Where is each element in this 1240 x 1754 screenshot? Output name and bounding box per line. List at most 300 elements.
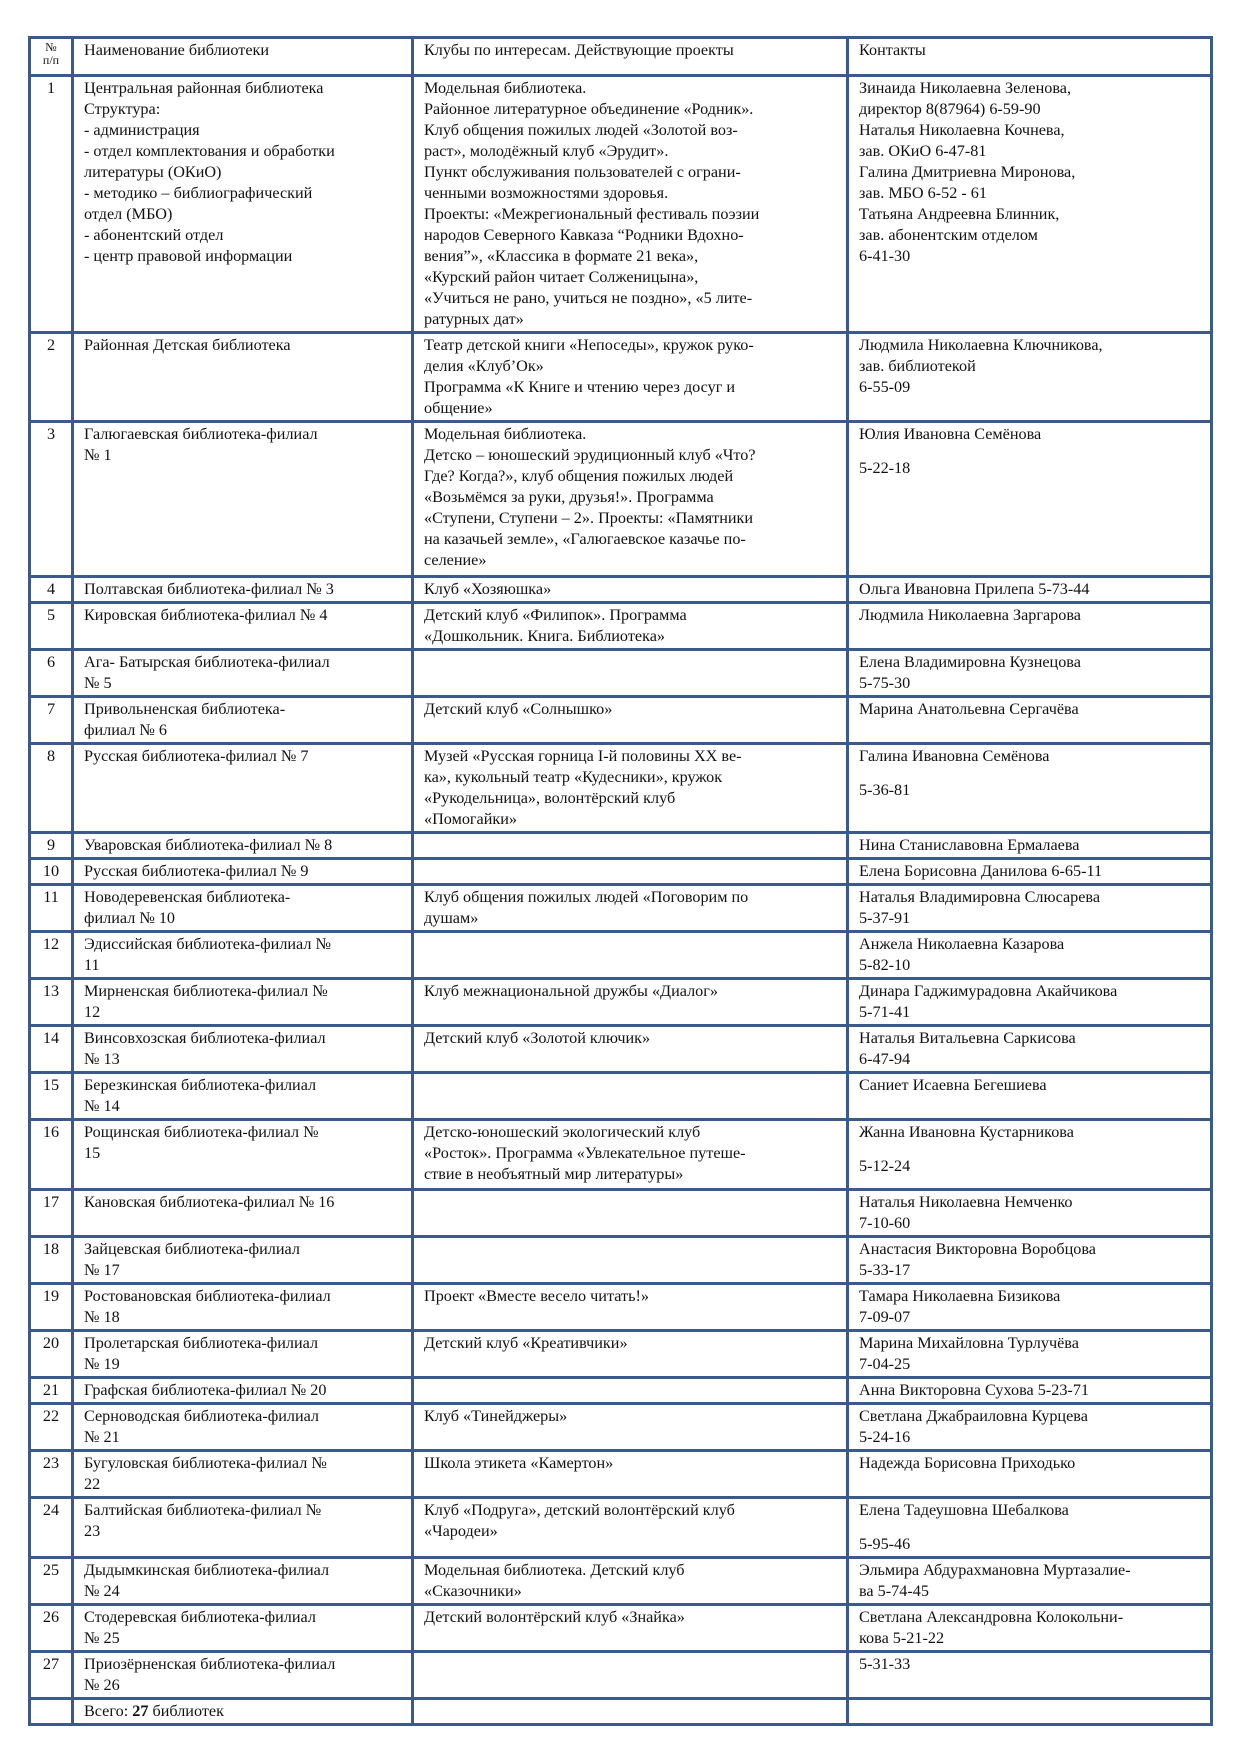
contacts-cell bbox=[848, 697, 1212, 744]
contacts-line: ва 5-74-45 bbox=[859, 1582, 929, 1600]
library-name-cell bbox=[73, 744, 413, 833]
contacts-line: Саниет Исаевна Бегешиева bbox=[859, 1076, 1047, 1094]
library-name-line: № 26 bbox=[84, 1676, 120, 1694]
contacts-cell bbox=[848, 422, 1212, 577]
row-number: 27 bbox=[30, 1652, 73, 1699]
table-row bbox=[30, 1331, 1212, 1378]
row-number: 13 bbox=[30, 979, 73, 1026]
contacts-line: 5-82-10 bbox=[859, 956, 911, 974]
table-row bbox=[30, 1284, 1212, 1331]
header-contacts: Контакты bbox=[848, 38, 1212, 76]
contacts-line: Светлана Александровна Колокольни- bbox=[859, 1608, 1124, 1626]
library-name-cell bbox=[73, 1073, 413, 1120]
library-name-line: Ага- Батырская библиотека-филиал bbox=[84, 653, 330, 671]
row-number: 19 bbox=[30, 1284, 73, 1331]
library-name-line: № 13 bbox=[84, 1050, 120, 1068]
library-name-cell bbox=[73, 1451, 413, 1498]
library-name-line: Балтийская библиотека-филиал № bbox=[84, 1501, 322, 1519]
library-name-cell bbox=[73, 859, 413, 885]
library-name-cell bbox=[73, 1378, 413, 1404]
clubs-line: селение» bbox=[424, 551, 487, 569]
table-row bbox=[30, 932, 1212, 979]
contacts-cell bbox=[848, 603, 1212, 650]
library-name-cell bbox=[73, 603, 413, 650]
clubs-line: Клуб межнациональной дружбы «Диалог» bbox=[424, 982, 718, 1000]
clubs-line: ка», кукольный театр «Кудесники», кружок bbox=[424, 768, 723, 786]
contacts-cell bbox=[848, 885, 1212, 932]
contacts-line: Эльмира Абдурахмановна Муртазалие- bbox=[859, 1561, 1131, 1579]
row-number: 6 bbox=[30, 650, 73, 697]
library-name-line: Привольненская библиотека- bbox=[84, 700, 286, 718]
table-row bbox=[30, 1378, 1212, 1404]
row-number: 24 bbox=[30, 1498, 73, 1558]
clubs-line: «Ступени, Ступени – 2». Проекты: «Памятники bbox=[424, 509, 754, 527]
contacts-cell bbox=[848, 1073, 1212, 1120]
clubs-cell bbox=[413, 1558, 848, 1605]
library-name-cell bbox=[73, 1498, 413, 1558]
table-row bbox=[30, 1498, 1212, 1558]
library-name-line: отдел (МБО) bbox=[84, 205, 173, 223]
table-row bbox=[30, 1190, 1212, 1237]
clubs-cell bbox=[413, 1026, 848, 1073]
library-name-line: Бугуловская библиотека-филиал № bbox=[84, 1454, 327, 1472]
library-name-cell bbox=[73, 1558, 413, 1605]
library-name-line: Стодеревская библиотека-филиал bbox=[84, 1608, 316, 1626]
table-row bbox=[30, 859, 1212, 885]
table-row bbox=[30, 1026, 1212, 1073]
clubs-line: Детский клуб «Золотой ключик» bbox=[424, 1029, 651, 1047]
library-name-line: Эдиссийская библиотека-филиал № bbox=[84, 935, 331, 953]
clubs-cell bbox=[413, 744, 848, 833]
libraries-table bbox=[28, 36, 1213, 1726]
total-label: Всего: bbox=[84, 1702, 133, 1720]
library-name-cell bbox=[73, 1605, 413, 1652]
contacts-cell bbox=[848, 1652, 1212, 1699]
line-spacer bbox=[859, 445, 1200, 458]
clubs-cell bbox=[413, 1190, 848, 1237]
library-name-line: Винсовхозская библиотека-филиал bbox=[84, 1029, 326, 1047]
line-spacer bbox=[859, 767, 1200, 780]
contacts-line: 5-22-18 bbox=[859, 459, 911, 477]
clubs-line: Проект «Вместе весело читать!» bbox=[424, 1287, 649, 1305]
table-row bbox=[30, 1073, 1212, 1120]
contacts-line: Наталья Витальевна Саркисова bbox=[859, 1029, 1076, 1047]
library-name-line: Пролетарская библиотека-филиал bbox=[84, 1334, 319, 1352]
contacts-line: Нина Станиславовна Ермалаева bbox=[859, 836, 1080, 854]
row-number: 5 bbox=[30, 603, 73, 650]
library-name-line: № 24 bbox=[84, 1582, 120, 1600]
contacts-cell bbox=[848, 859, 1212, 885]
library-name-cell bbox=[73, 1284, 413, 1331]
library-name-line: Зайцевская библиотека-филиал bbox=[84, 1240, 300, 1258]
contacts-line: 5-95-46 bbox=[859, 1535, 911, 1553]
library-name-line: 12 bbox=[84, 1003, 101, 1021]
clubs-cell bbox=[413, 333, 848, 422]
contacts-line: Надежда Борисовна Приходько bbox=[859, 1454, 1076, 1472]
contacts-line: Юлия Ивановна Семёнова bbox=[859, 425, 1042, 443]
total-contacts-cell bbox=[848, 1699, 1212, 1725]
clubs-line: Школа этикета «Камертон» bbox=[424, 1454, 614, 1472]
clubs-cell bbox=[413, 1652, 848, 1699]
contacts-line: зав. ОКиО 6-47-81 bbox=[859, 142, 987, 160]
contacts-cell bbox=[848, 833, 1212, 859]
contacts-line: 7-04-25 bbox=[859, 1355, 911, 1373]
library-name-line: 11 bbox=[84, 956, 100, 974]
clubs-cell bbox=[413, 76, 848, 333]
header-number-abbr: п/п bbox=[42, 53, 60, 67]
row-number: 21 bbox=[30, 1378, 73, 1404]
clubs-cell bbox=[413, 1284, 848, 1331]
contacts-line: 5-24-16 bbox=[859, 1428, 911, 1446]
clubs-line: «Учиться не рано, учиться не поздно», «5 лите- bbox=[424, 289, 753, 307]
library-name-line: 22 bbox=[84, 1475, 101, 1493]
clubs-line: ченными возможностями здоровья. bbox=[424, 184, 669, 202]
contacts-line: Анастасия Викторовна Воробцова bbox=[859, 1240, 1096, 1258]
contacts-cell bbox=[848, 1120, 1212, 1190]
library-name-cell bbox=[73, 979, 413, 1026]
contacts-line: 5-71-41 bbox=[859, 1003, 911, 1021]
row-number: 7 bbox=[30, 697, 73, 744]
row-number: 4 bbox=[30, 577, 73, 603]
library-name-line: Дыдымкинская библиотека-филиал bbox=[84, 1561, 330, 1579]
clubs-line: Программа «К Книге и чтению через досуг и bbox=[424, 378, 736, 396]
contacts-line: Марина Анатольевна Сергачёва bbox=[859, 700, 1079, 718]
clubs-cell bbox=[413, 422, 848, 577]
row-number: 23 bbox=[30, 1451, 73, 1498]
clubs-cell bbox=[413, 1605, 848, 1652]
contacts-cell bbox=[848, 1451, 1212, 1498]
clubs-line: Где? Когда?», клуб общения пожилых людей bbox=[424, 467, 734, 485]
table-row bbox=[30, 422, 1212, 577]
library-name-line: № 25 bbox=[84, 1629, 120, 1647]
clubs-line: Клуб общения пожилых людей «Поговорим по bbox=[424, 888, 749, 906]
clubs-line: Модельная библиотека. Детский клуб bbox=[424, 1561, 685, 1579]
clubs-line: Детский клуб «Креативчики» bbox=[424, 1334, 628, 1352]
library-name-line: № 5 bbox=[84, 674, 112, 692]
library-name-cell bbox=[73, 833, 413, 859]
clubs-line: делия «Клуб’Ок» bbox=[424, 357, 544, 375]
library-name-line: № 17 bbox=[84, 1261, 120, 1279]
contacts-line: Галина Дмитриевна Миронова, bbox=[859, 163, 1076, 181]
contacts-cell bbox=[848, 1558, 1212, 1605]
library-name-cell bbox=[73, 1652, 413, 1699]
contacts-line: Татьяна Андреевна Блинник, bbox=[859, 205, 1060, 223]
library-name-cell bbox=[73, 650, 413, 697]
clubs-line: Театр детской книги «Непоседы», кружок руко- bbox=[424, 336, 754, 354]
row-number: 2 bbox=[30, 333, 73, 422]
total-clubs-cell bbox=[413, 1699, 848, 1725]
library-name-line: № 14 bbox=[84, 1097, 120, 1115]
contacts-line: Анжела Николаевна Казарова bbox=[859, 935, 1065, 953]
library-name-line: Ростовановская библиотека-филиал bbox=[84, 1287, 331, 1305]
table-row bbox=[30, 885, 1212, 932]
table-row bbox=[30, 333, 1212, 422]
clubs-cell bbox=[413, 932, 848, 979]
clubs-cell bbox=[413, 885, 848, 932]
clubs-line: общение» bbox=[424, 399, 493, 417]
clubs-line: Клуб «Подруга», детский волонтёрский клуб bbox=[424, 1501, 735, 1519]
library-name-cell bbox=[73, 1331, 413, 1378]
clubs-cell bbox=[413, 1451, 848, 1498]
clubs-cell bbox=[413, 859, 848, 885]
library-name-line: Кановская библиотека-филиал № 16 bbox=[84, 1193, 335, 1211]
library-name-cell bbox=[73, 1026, 413, 1073]
library-name-line: Новодеревенская библиотека- bbox=[84, 888, 291, 906]
contacts-cell bbox=[848, 1404, 1212, 1451]
clubs-line: «Помогайки» bbox=[424, 810, 518, 828]
row-number: 25 bbox=[30, 1558, 73, 1605]
header-number-symbol: № bbox=[45, 40, 57, 54]
contacts-line: Светлана Джабраиловна Курцева bbox=[859, 1407, 1088, 1425]
contacts-line: Жанна Ивановна Кустарникова bbox=[859, 1123, 1074, 1141]
clubs-cell bbox=[413, 697, 848, 744]
contacts-cell bbox=[848, 333, 1212, 422]
contacts-line: 5-36-81 bbox=[859, 781, 911, 799]
library-name-line: Русская библиотека-филиал № 7 bbox=[84, 747, 309, 765]
contacts-line: 5-75-30 bbox=[859, 674, 911, 692]
contacts-line: 5-31-33 bbox=[859, 1655, 911, 1673]
library-name-line: - абонентский отдел bbox=[84, 226, 224, 244]
contacts-line: Марина Михайловна Турлучёва bbox=[859, 1334, 1079, 1352]
library-name-line: № 1 bbox=[84, 446, 112, 464]
contacts-line: Зинаида Николаевна Зеленова, bbox=[859, 79, 1071, 97]
contacts-cell bbox=[848, 1498, 1212, 1558]
row-number: 17 bbox=[30, 1190, 73, 1237]
library-name-cell bbox=[73, 76, 413, 333]
library-name-line: Структура: bbox=[84, 100, 161, 118]
clubs-line: Детский волонтёрский клуб «Знайка» bbox=[424, 1608, 685, 1626]
library-name-line: Рощинская библиотека-филиал № bbox=[84, 1123, 319, 1141]
total-number-cell bbox=[30, 1699, 73, 1725]
row-number: 18 bbox=[30, 1237, 73, 1284]
library-name-line: № 21 bbox=[84, 1428, 120, 1446]
clubs-line: Проекты: «Межрегиональный фестиваль поэзии bbox=[424, 205, 760, 223]
contacts-line: Динара Гаджимурадовна Акайчикова bbox=[859, 982, 1118, 1000]
contacts-line: Наталья Николаевна Немченко bbox=[859, 1193, 1073, 1211]
library-name-line: Центральная районная библиотека bbox=[84, 79, 324, 97]
clubs-line: народов Северного Кавказа “Родники Вдохно- bbox=[424, 226, 744, 244]
contacts-line: Людмила Николаевна Заргарова bbox=[859, 606, 1081, 624]
clubs-line: Детский клуб «Филипок». Программа bbox=[424, 606, 687, 624]
library-name-line: Русская библиотека-филиал № 9 bbox=[84, 862, 309, 880]
contacts-cell bbox=[848, 577, 1212, 603]
clubs-line: Районное литературное объединение «Родник». bbox=[424, 100, 754, 118]
row-number: 10 bbox=[30, 859, 73, 885]
total-suffix: библиотек bbox=[148, 1702, 224, 1720]
clubs-line: «Чародеи» bbox=[424, 1522, 498, 1540]
library-name-line: Березкинская библиотека-филиал bbox=[84, 1076, 317, 1094]
total-count: 27 bbox=[132, 1702, 149, 1720]
table-row bbox=[30, 744, 1212, 833]
clubs-cell bbox=[413, 603, 848, 650]
contacts-line: Людмила Николаевна Ключникова, bbox=[859, 336, 1103, 354]
clubs-line: Модельная библиотека. bbox=[424, 79, 587, 97]
clubs-cell bbox=[413, 1120, 848, 1190]
clubs-line: вения”», «Классика в формате 21 века», bbox=[424, 247, 699, 265]
clubs-line: Клуб общения пожилых людей «Золотой воз- bbox=[424, 121, 738, 139]
library-name-cell bbox=[73, 1237, 413, 1284]
contacts-line: зав. МБО 6-52 - 61 bbox=[859, 184, 987, 202]
library-name-line: Кировская библиотека-филиал № 4 bbox=[84, 606, 328, 624]
table-body bbox=[30, 76, 1212, 1725]
library-name-line: Серноводская библиотека-филиал bbox=[84, 1407, 320, 1425]
library-name-line: Полтавская библиотека-филиал № 3 bbox=[84, 580, 334, 598]
clubs-line: Музей «Русская горница I-й половины XX ве- bbox=[424, 747, 742, 765]
table-row bbox=[30, 650, 1212, 697]
clubs-line: Детско – юношеский эрудиционный клуб «Что? bbox=[424, 446, 756, 464]
clubs-cell bbox=[413, 1237, 848, 1284]
library-name-line: Приозёрненская библиотека-филиал bbox=[84, 1655, 336, 1673]
table-row bbox=[30, 1404, 1212, 1451]
library-name-line: 15 bbox=[84, 1144, 101, 1162]
total-cell bbox=[73, 1699, 413, 1725]
library-name-line: Мирненская библиотека-филиал № bbox=[84, 982, 328, 1000]
clubs-line: «Рукодельница», волонтёрский клуб bbox=[424, 789, 676, 807]
table-row bbox=[30, 833, 1212, 859]
table-row bbox=[30, 1605, 1212, 1652]
library-name-line: - администрация bbox=[84, 121, 200, 139]
table-row bbox=[30, 1237, 1212, 1284]
contacts-line: 7-09-07 bbox=[859, 1308, 911, 1326]
contacts-line: 5-12-24 bbox=[859, 1157, 911, 1175]
clubs-line: ствие в необъятный мир литературы» bbox=[424, 1165, 684, 1183]
clubs-line: Детско-юношеский экологический клуб bbox=[424, 1123, 701, 1141]
library-name-cell bbox=[73, 885, 413, 932]
table-row bbox=[30, 76, 1212, 333]
header-clubs: Клубы по интересам. Действующие проекты bbox=[413, 38, 848, 76]
row-number: 14 bbox=[30, 1026, 73, 1073]
library-name-line: филиал № 6 bbox=[84, 721, 167, 739]
contacts-line: Елена Тадеушовна Шебалкова bbox=[859, 1501, 1069, 1519]
clubs-line: «Росток». Программа «Увлекательное путеше- bbox=[424, 1144, 746, 1162]
library-name-line: № 19 bbox=[84, 1355, 120, 1373]
clubs-line: раст», молодёжный клуб «Эрудит». bbox=[424, 142, 669, 160]
contacts-line: 7-10-60 bbox=[859, 1214, 911, 1232]
clubs-line: Пункт обслуживания пользователей с ограни- bbox=[424, 163, 741, 181]
clubs-cell bbox=[413, 979, 848, 1026]
library-name-line: филиал № 10 bbox=[84, 909, 176, 927]
contacts-line: 6-55-09 bbox=[859, 378, 911, 396]
clubs-cell bbox=[413, 1378, 848, 1404]
library-name-line: - центр правовой информации bbox=[84, 247, 293, 265]
row-number: 22 bbox=[30, 1404, 73, 1451]
contacts-line: Наталья Николаевна Кочнева, bbox=[859, 121, 1065, 139]
header-library-name: Наименование библиотеки bbox=[73, 38, 413, 76]
library-name-cell bbox=[73, 422, 413, 577]
library-name-line: № 18 bbox=[84, 1308, 120, 1326]
clubs-line: душам» bbox=[424, 909, 479, 927]
total-row bbox=[30, 1699, 1212, 1725]
library-name-cell bbox=[73, 1120, 413, 1190]
contacts-line: Ольга Ивановна Прилепа 5-73-44 bbox=[859, 580, 1090, 598]
clubs-cell bbox=[413, 1498, 848, 1558]
table-row bbox=[30, 1451, 1212, 1498]
contacts-cell bbox=[848, 1331, 1212, 1378]
line-spacer bbox=[859, 1521, 1200, 1534]
contacts-cell bbox=[848, 1605, 1212, 1652]
contacts-cell bbox=[848, 1284, 1212, 1331]
table-header-row bbox=[30, 38, 1212, 76]
library-name-line: Уваровская библиотека-филиал № 8 bbox=[84, 836, 333, 854]
contacts-line: зав. библиотекой bbox=[859, 357, 976, 375]
contacts-line: Галина Ивановна Семёнова bbox=[859, 747, 1050, 765]
contacts-cell bbox=[848, 1026, 1212, 1073]
contacts-line: 6-41-30 bbox=[859, 247, 911, 265]
clubs-line: Клуб «Хозяюшка» bbox=[424, 580, 552, 598]
row-number: 20 bbox=[30, 1331, 73, 1378]
contacts-cell bbox=[848, 744, 1212, 833]
contacts-cell bbox=[848, 1237, 1212, 1284]
contacts-line: Елена Борисовна Данилова 6-65-11 bbox=[859, 862, 1103, 880]
contacts-line: Анна Викторовна Сухова 5-23-71 bbox=[859, 1381, 1090, 1399]
contacts-line: зав. абонентским отделом bbox=[859, 226, 1038, 244]
contacts-cell bbox=[848, 932, 1212, 979]
library-name-line: Графская библиотека-филиал № 20 bbox=[84, 1381, 327, 1399]
clubs-cell bbox=[413, 1331, 848, 1378]
clubs-line: Клуб «Тинейджеры» bbox=[424, 1407, 568, 1425]
table-row bbox=[30, 979, 1212, 1026]
row-number: 9 bbox=[30, 833, 73, 859]
clubs-line: на казачьей земле», «Галюгаевское казачье по- bbox=[424, 530, 746, 548]
library-name-line: 23 bbox=[84, 1522, 101, 1540]
library-name-cell bbox=[73, 697, 413, 744]
row-number: 3 bbox=[30, 422, 73, 577]
table-row bbox=[30, 697, 1212, 744]
table-row bbox=[30, 603, 1212, 650]
contacts-cell bbox=[848, 979, 1212, 1026]
clubs-line: «Сказочники» bbox=[424, 1582, 522, 1600]
library-name-cell bbox=[73, 333, 413, 422]
library-name-line: Районная Детская библиотека bbox=[84, 336, 291, 354]
library-name-cell bbox=[73, 577, 413, 603]
contacts-line: Елена Владимировна Кузнецова bbox=[859, 653, 1081, 671]
row-number: 8 bbox=[30, 744, 73, 833]
clubs-line: «Дошкольник. Книга. Библиотека» bbox=[424, 627, 665, 645]
line-spacer bbox=[859, 1143, 1200, 1156]
library-name-line: - отдел комплектования и обработки bbox=[84, 142, 335, 160]
row-number: 26 bbox=[30, 1605, 73, 1652]
clubs-cell bbox=[413, 1404, 848, 1451]
library-name-line: - методико – библиографический bbox=[84, 184, 313, 202]
library-name-cell bbox=[73, 1404, 413, 1451]
clubs-line: ратурных дат» bbox=[424, 310, 524, 328]
library-name-cell bbox=[73, 932, 413, 979]
contacts-line: директор 8(87964) 6-59-90 bbox=[859, 100, 1041, 118]
contacts-line: Наталья Владимировна Слюсарева bbox=[859, 888, 1101, 906]
clubs-line: «Курский район читает Солженицына», bbox=[424, 268, 699, 286]
row-number: 11 bbox=[30, 885, 73, 932]
clubs-cell bbox=[413, 1073, 848, 1120]
table-row bbox=[30, 1558, 1212, 1605]
contacts-line: Тамара Николаевна Бизикова bbox=[859, 1287, 1061, 1305]
header-number bbox=[30, 38, 73, 76]
row-number: 1 bbox=[30, 76, 73, 333]
row-number: 16 bbox=[30, 1120, 73, 1190]
clubs-line: Детский клуб «Солнышко» bbox=[424, 700, 613, 718]
clubs-cell bbox=[413, 577, 848, 603]
row-number: 15 bbox=[30, 1073, 73, 1120]
clubs-cell bbox=[413, 650, 848, 697]
library-name-line: Галюгаевская библиотека-филиал bbox=[84, 425, 318, 443]
clubs-cell bbox=[413, 833, 848, 859]
table-row bbox=[30, 1120, 1212, 1190]
library-name-cell bbox=[73, 1190, 413, 1237]
contacts-line: 6-47-94 bbox=[859, 1050, 911, 1068]
contacts-cell bbox=[848, 1190, 1212, 1237]
contacts-line: 5-33-17 bbox=[859, 1261, 911, 1279]
contacts-cell bbox=[848, 1378, 1212, 1404]
table-row bbox=[30, 1652, 1212, 1699]
